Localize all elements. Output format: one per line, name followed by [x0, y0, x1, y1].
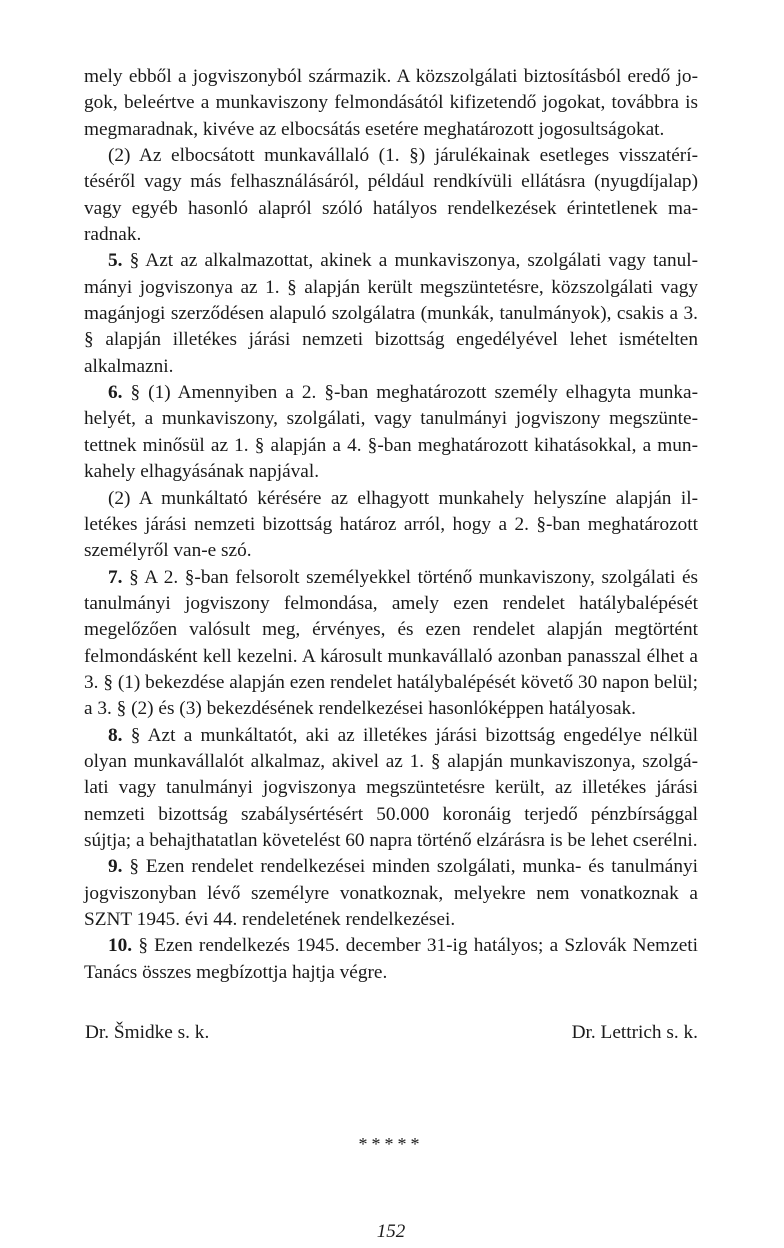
section-9 — [84, 854, 698, 933]
paragraph-text: § (1) Amennyiben a 2. §-ban meghatározott személy elhagyta munkahelyét, a munkaviszony, szolgálati, vagy tanulmányi jogviszony megszüntetettnek minősül az 1. § alapján a 4. §-ban meghatározott kihatásokkal, a munkahely elhagyásának napjával. — [84, 382, 698, 483]
section-number: 10. — [108, 935, 133, 957]
paragraph-6-2 — [84, 486, 698, 565]
body-text — [84, 64, 698, 986]
paragraph-text: mely ebből a jogviszonyból származik. A közszolgálati biztosításból eredő jogok, beleértve a munkaviszony felmondásától kifizetendő jogokat, továbbra is megmaradnak, kivéve az elbocsátás esetére meghatározott jogosultságokat. — [84, 66, 698, 140]
paragraph-text: § Azt a munkáltatót, aki az illetékes járási bizottság engedélye nélkül olyan munkavállalót alkalmaz, akivel az 1. § alapján munkaviszonya, szolgálati vagy tanulmányi jogviszonya megszüntetésre került, az illetékes járási nemzeti bizottság szabálysértésért 50.000 koronáig terjedő pénzbírsággal sújtja; a behajthatatlan követelést 60 napra történő elzárásra is be lehet cserélni. — [84, 724, 698, 851]
paragraph-4-2 — [84, 143, 698, 248]
paragraph-text: (2) Az elbocsátott munkavállaló (1. §) járulékainak esetleges visszatérítéséről vagy más felhasználásáról, például rendkívüli ellátásra (nyugdíjalap) vagy egyéb hasonló alapról szóló hatályos rendelkezések érintetlenek maradnak. — [84, 145, 698, 246]
paragraph-text: § Ezen rendelet rendelkezései minden szolgálati, munka- és tanulmányi jogviszonyban lévő személyre vonatkoznak, melyekre nem vonatkoznak a SZNT 1945. évi 44. rendeletének rendelkezései. — [84, 856, 698, 930]
section-number: 6. — [108, 382, 123, 404]
section-7 — [84, 565, 698, 723]
signatures — [84, 1022, 698, 1044]
section-6 — [84, 380, 698, 485]
document-page — [84, 64, 699, 1242]
section-number: 9. — [108, 856, 123, 878]
section-5 — [84, 248, 698, 380]
signature-right: Dr. Lettrich s. k. — [571, 1022, 698, 1044]
separator-stars: ***** — [358, 1134, 424, 1154]
section-number: 8. — [108, 724, 123, 746]
paragraph-text: § Azt az alkalmazottat, akinek a munkaviszonya, szolgálati vagy tanulmányi jogviszonya az 1. § alapján került megszüntetésre, közszolgálati vagy magánjogi szerződésen alapuló szolgálatra (munkák, tanulmányok), csakis a 3. § alapján illetékes járási nemzeti bizottság engedélyével lehet ismételten alkalmazni. — [84, 250, 698, 377]
paragraph-text: § A 2. §-ban felsorolt személyekkel történő munkaviszony, szolgálati és tanulmányi jogviszony felmondása, amely ezen rendelet hatálybalépését megelőzően valósult meg, érvényes, és ezen rendelet alapján megtörtént felmondásként kell kezelni. A károsult munkavállaló azonban panasszal élhet a 3. § (1) bekezdése alapján ezen rendelet hatálybalépését követő 30 napon belül; a 3. § (2) és (3) bekezdésének rendelkezései hasonlóképpen hatályosak. — [84, 566, 699, 720]
paragraph-text: § Ezen rendelkezés 1945. december 31-ig hatályos; a Szlovák Nemzeti Tanács összes megbízottja hajtja végre. — [84, 935, 698, 983]
paragraph-text: (2) A munkáltató kérésére az elhagyott munkahely helyszíne alapján illetékes járási nemzeti bizottság határoz arról, hogy a 2. §-ban meghatározott személyről van-e szó. — [84, 487, 698, 562]
section-10 — [84, 933, 698, 986]
section-number: 5. — [108, 250, 123, 272]
page-number: 152 — [376, 1221, 406, 1242]
section-8 — [84, 723, 698, 855]
paragraph-continuation — [84, 64, 698, 143]
signature-left: Dr. Šmidke s. k. — [85, 1022, 210, 1044]
section-number: 7. — [108, 566, 123, 588]
